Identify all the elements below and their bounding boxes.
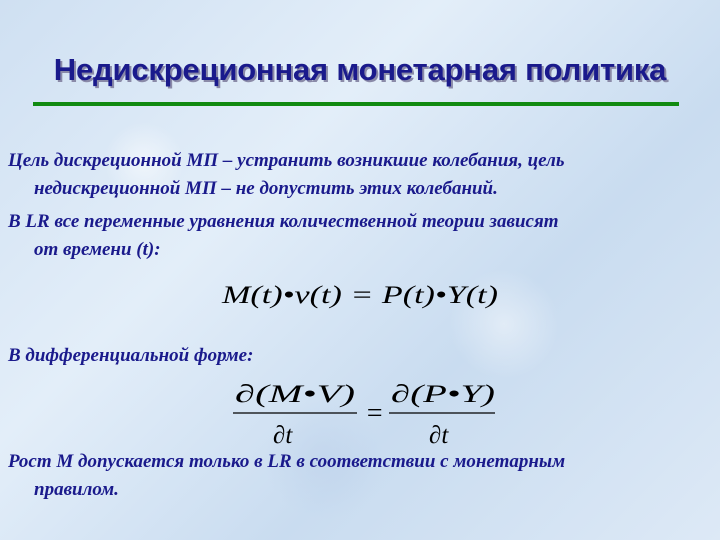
slide-title: Недискреционная монетарная политика [53,52,667,87]
right-numerator: ∂(P•Y) [391,381,495,408]
quantity-equation-text: M(t)•v(t) = P(t)•Y(t) [220,282,498,309]
title-underline [33,102,679,106]
paragraph-lr-line2: от времени (t): [34,239,161,260]
paragraph-lr-line1: В LR все переменные уравнения количественной теории зависят [8,211,559,232]
right-denominator: ∂t [429,422,449,449]
equals-sign: = [365,398,384,429]
paragraph-money-line2: правилом. [34,479,119,500]
left-denominator: ∂t [273,422,293,449]
paragraph-lr-variables [8,208,716,264]
quantity-equation-formula [220,275,520,315]
paragraph-goal [8,147,716,203]
left-numerator: ∂(M•V) [235,381,355,408]
paragraph-goal-line1: Цель дискреционной МП – устранить возникшие колебания, цель [8,150,565,171]
paragraph-differential [8,342,716,370]
paragraph-money-line1: Рост М допускается только в LR в соответствии с монетарным [8,451,566,472]
paragraph-goal-line2: недискреционной МП – не допустить этих колебаний. [34,178,498,199]
paragraph-differential-line1: В дифференциальной форме: [8,345,254,366]
differential-formula [225,372,505,452]
paragraph-money-growth [8,448,716,504]
